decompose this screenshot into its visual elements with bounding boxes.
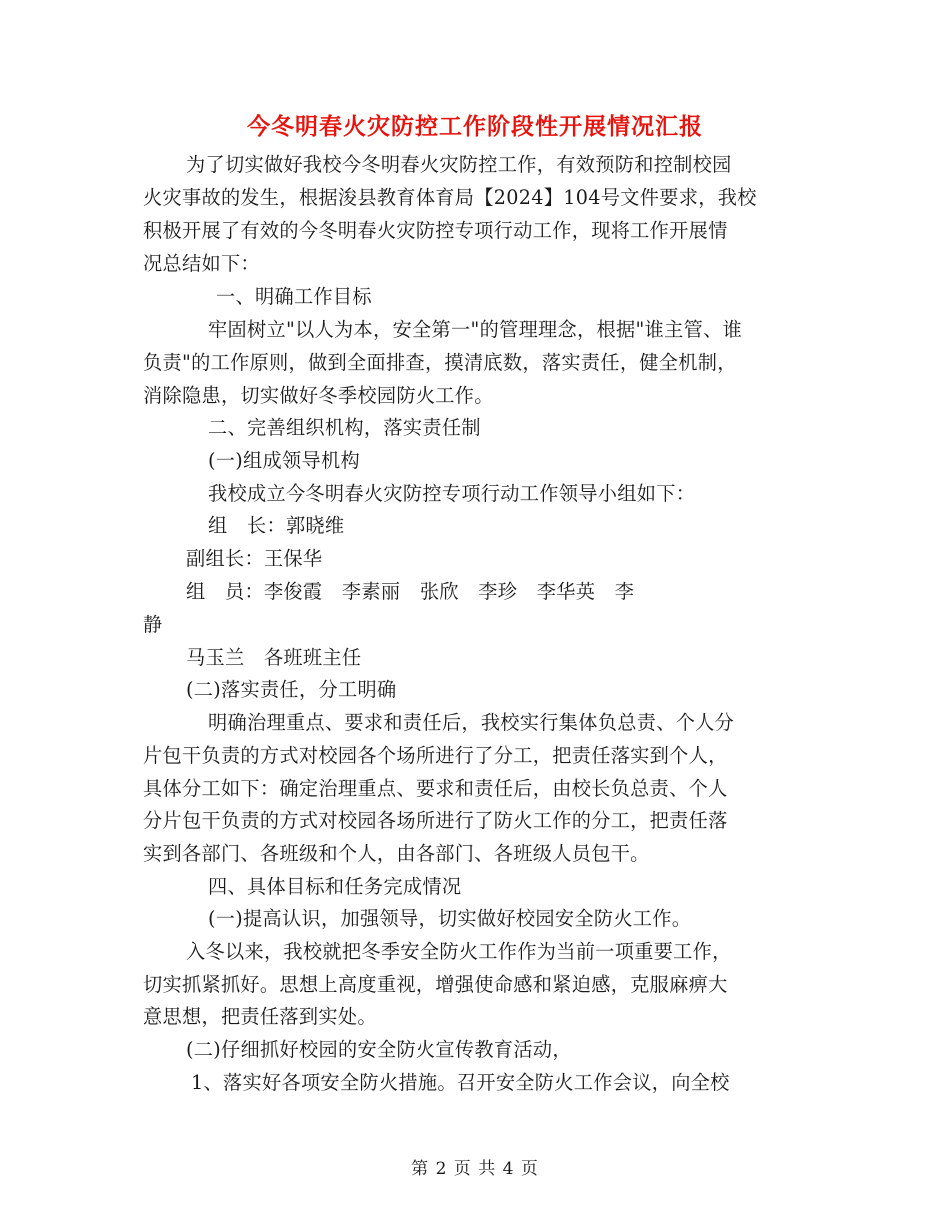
paragraph-line: 切实抓紧抓好。思想上高度重视，增强使命感和紧迫感，克服麻痹大 <box>143 973 728 996</box>
paragraph-line: 具体分工如下：确定治理重点、要求和责任后，由校长负总责、个人 <box>143 777 728 800</box>
leader-line: 组 长：郭晓维 <box>208 514 345 537</box>
paragraph-line: 意思想，把责任落到实处。 <box>143 1005 377 1028</box>
paragraph-line: 1、落实好各项安全防火措施。召开安全防火工作会议，向全校 <box>191 1071 730 1094</box>
subsection-heading: (一)提高认识，加强领导，切实做好校园安全防火工作。 <box>208 907 692 930</box>
document-title: 今冬明春火灾防控工作阶段性开展情况汇报 <box>247 113 703 140</box>
paragraph-line: 分片包干负责的方式对校园各场所进行了防火工作的分工，把责任落 <box>143 809 728 832</box>
paragraph-line: 为了切实做好我校今冬明春火灾防控工作，有效预防和控制校园 <box>186 153 732 176</box>
members-line-continued: 静 <box>143 613 163 636</box>
paragraph-line: 我校成立今冬明春火灾防控专项行动工作领导小组如下： <box>208 482 696 505</box>
paragraph-line: 入冬以来，我校就把冬季安全防火工作作为当前一项重要工作， <box>186 940 732 963</box>
paragraph-line: 牢固树立"以人为本，安全第一"的管理理念，根据"谁主管、谁 <box>208 318 743 341</box>
paragraph-line: 片包干负责的方式对校园各个场所进行了分工，把责任落实到个人， <box>143 744 728 767</box>
paragraph-line: 火灾事故的发生，根据浚县教育体育局【2024】104号文件要求，我校 <box>143 186 757 209</box>
paragraph-line: 明确治理重点、要求和责任后，我校实行集体负总责、个人分 <box>208 711 735 734</box>
subsection-heading: (一)组成领导机构 <box>208 449 360 472</box>
paragraph-line: 积极开展了有效的今冬明春火灾防控专项行动工作，现将工作开展情 <box>143 219 728 242</box>
section-heading: 四、具体目标和任务完成情况 <box>208 875 462 898</box>
paragraph-line: 况总结如下： <box>143 252 260 275</box>
subsection-heading: (二)仔细抓好校园的安全防火宣传教育活动， <box>186 1038 572 1061</box>
paragraph-line: 实到各部门、各班级和个人，由各部门、各班级人员包干。 <box>143 842 650 865</box>
section-heading: 二、完善组织机构，落实责任制 <box>208 416 481 439</box>
subsection-heading: (二)落实责任，分工明确 <box>186 678 397 701</box>
members-line: 组 员：李俊霞 李素丽 张欣 李珍 李华英 李 <box>186 580 635 603</box>
page-footer: 第 2 页 共 4 页 <box>411 1159 539 1179</box>
members-line-continued: 马玉兰 各班班主任 <box>186 646 362 669</box>
section-heading: 一、明确工作目标 <box>216 285 372 308</box>
deputy-leader-line: 副组长：王保华 <box>186 547 323 570</box>
paragraph-line: 负责"的工作原则，做到全面排查，摸清底数，落实责任，健全机制， <box>143 351 737 374</box>
paragraph-line: 消除隐患，切实做好冬季校园防火工作。 <box>143 384 494 407</box>
